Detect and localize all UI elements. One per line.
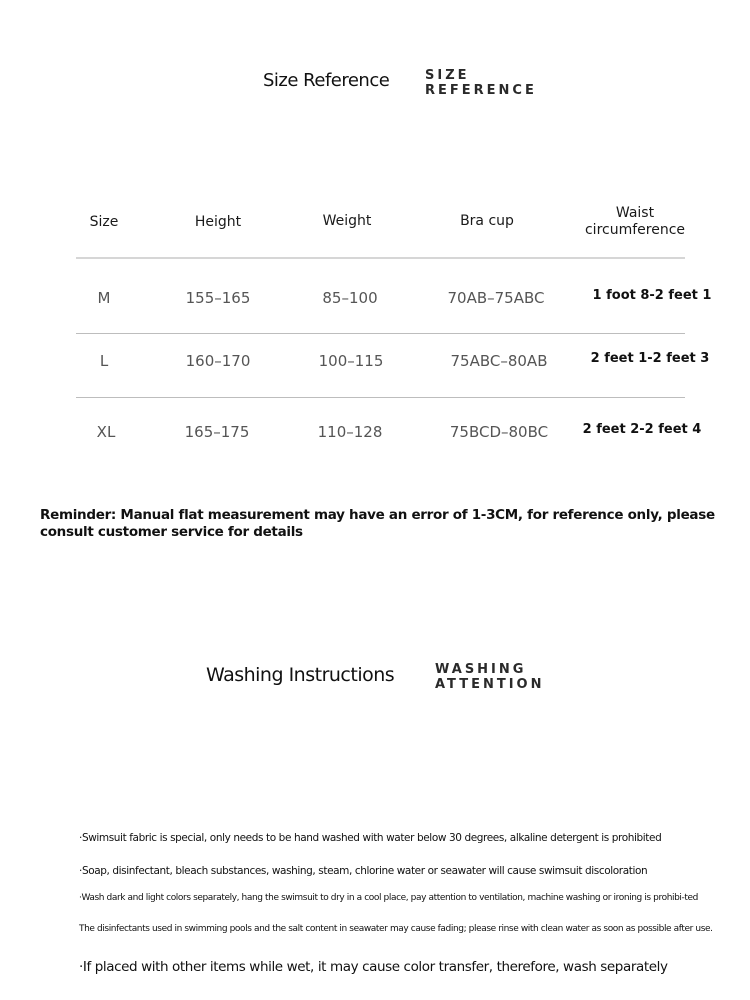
cell-waist: 2 feet 2-2 feet 4 (582, 422, 702, 437)
reminder-text: Reminder: Manual flat measurement may have an error of 1-3CM, for reference only, please consult customer service for details (40, 507, 715, 540)
cell-weight: 85–100 (322, 289, 378, 307)
header-height: Height (194, 214, 242, 230)
washing-subtitle-line2: ATTENTION (435, 677, 545, 692)
washing-item: ·Wash dark and light colors separately, hang the swimsuit to dry in a cool place, pay attention to ventilation, machine washing or ironing is prohibi-ted (79, 893, 698, 903)
table-header-divider (76, 257, 685, 259)
cell-weight: 110–128 (317, 423, 383, 441)
cell-bra-cup: 75ABC–80AB (450, 352, 548, 370)
header-waist-circumference (565, 205, 705, 239)
cell-size: M (97, 289, 111, 307)
washing-subtitle-line1: WASHING (435, 662, 527, 677)
cell-size: XL (96, 423, 116, 441)
header-size: Size (89, 214, 119, 230)
cell-bra-cup: 75BCD–80BC (449, 423, 549, 441)
row-divider (76, 333, 685, 334)
cell-size: L (99, 352, 109, 370)
size-reference-subtitle-line2: REFERENCE (425, 83, 537, 98)
cell-height: 160–170 (185, 352, 251, 370)
cell-weight: 100–115 (318, 352, 384, 370)
washing-attention-subtitle (435, 662, 544, 692)
cell-height: 165–175 (184, 423, 250, 441)
header-waist-line1: Waist (615, 205, 655, 221)
washing-item: ·Swimsuit fabric is special, only needs to be hand washed with water below 30 degrees, alkaline detergent is prohibited (79, 832, 662, 844)
washing-instructions-title: Washing Instructions (206, 664, 395, 686)
washing-item: ·Soap, disinfectant, bleach substances, washing, steam, chlorine water or seawater will cause swimsuit discoloration (79, 865, 648, 877)
row-divider (76, 397, 685, 398)
header-waist-line2: circumference (584, 222, 686, 238)
cell-height: 155–165 (185, 289, 251, 307)
header-weight: Weight (322, 213, 372, 229)
washing-item: The disinfectants used in swimming pools and the salt content in seawater may cause fading; please rinse with clean water as soon as possible after use. (79, 924, 713, 934)
size-reference-title: Size Reference (263, 70, 390, 91)
washing-item: ·If placed with other items while wet, it may cause color transfer, therefore, wash separately (79, 959, 668, 975)
cell-waist: 2 feet 1-2 feet 3 (590, 351, 710, 366)
header-bra-cup: Bra cup (460, 213, 514, 229)
size-reference-subtitle (425, 68, 537, 98)
size-reference-subtitle-line1: SIZE (425, 68, 470, 83)
cell-bra-cup: 70AB–75ABC (447, 289, 545, 307)
cell-waist: 1 foot 8-2 feet 1 (592, 288, 712, 303)
